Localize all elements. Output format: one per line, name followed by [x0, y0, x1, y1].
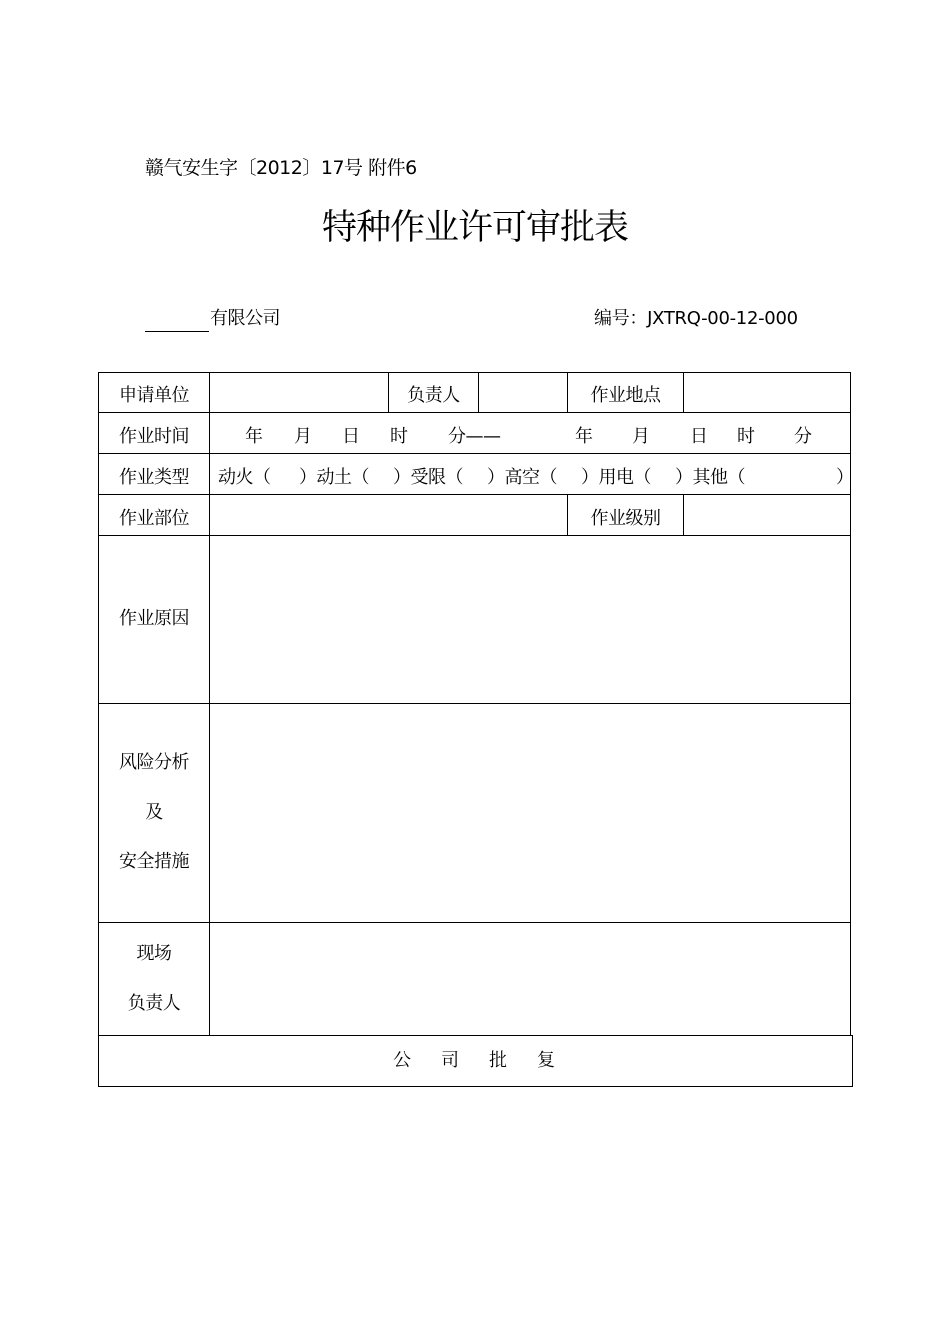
work-part-label: 作业部位 [119, 508, 189, 529]
start-minute-unit: 分—— [448, 426, 501, 447]
table-border [98, 453, 851, 454]
risk-analysis-field[interactable] [210, 704, 850, 922]
work-level-field[interactable] [684, 495, 850, 535]
end-hour-unit: 时 [737, 426, 755, 447]
site-label: 现场 [136, 943, 172, 964]
work-type-option-excavation[interactable]: ）动土（ [299, 467, 369, 488]
work-type-option-height[interactable]: ）高空（ [487, 467, 557, 488]
work-level-label: 作业级别 [590, 508, 661, 529]
table-border [852, 1035, 853, 1087]
work-type-option-hot-work[interactable]: 动火（ [218, 467, 271, 488]
end-minute-unit: 分 [794, 426, 812, 447]
work-type-close-paren: ） [836, 467, 854, 488]
person-in-charge-label: 负责人 [407, 385, 460, 406]
company-name-blank[interactable] [145, 331, 209, 332]
table-border [98, 1086, 853, 1087]
work-type-option-other[interactable]: ）其他（ [675, 467, 745, 488]
start-year-unit: 年 [245, 426, 263, 447]
work-part-field[interactable] [210, 495, 567, 535]
document-title: 特种作业许可审批表 [321, 208, 628, 248]
person-in-charge-field[interactable] [479, 373, 567, 412]
end-month-unit: 月 [632, 426, 650, 447]
work-location-field[interactable] [684, 373, 850, 412]
site-manager-field[interactable] [210, 923, 850, 1035]
applicant-unit-field[interactable] [210, 373, 388, 412]
work-type-option-electrical[interactable]: ）用电（ [581, 467, 651, 488]
company-approval-char: 批 [489, 1050, 507, 1071]
company-approval-char: 公 [393, 1050, 411, 1071]
table-border [98, 412, 851, 413]
work-location-label: 作业地点 [590, 385, 661, 406]
end-year-unit: 年 [575, 426, 593, 447]
company-approval-char: 司 [441, 1050, 459, 1071]
risk-analysis-label: 风险分析 [119, 752, 189, 773]
document-reference: 赣气安生字〔2012〕17号 附件6 [145, 157, 417, 179]
work-type-option-confined-space[interactable]: ）受限（ [393, 467, 463, 488]
work-type-label: 作业类型 [119, 467, 189, 488]
site-manager-label: 负责人 [127, 993, 181, 1014]
work-reason-field[interactable] [210, 536, 850, 703]
applicant-unit-label: 申请单位 [119, 385, 189, 406]
work-reason-label: 作业原因 [119, 608, 189, 629]
start-month-unit: 月 [294, 426, 312, 447]
company-approval-char: 复 [537, 1050, 555, 1071]
work-time-label: 作业时间 [119, 426, 189, 447]
serial-number: 编号：JXTRQ-00-12-000 [594, 308, 798, 329]
start-hour-unit: 时 [390, 426, 408, 447]
safety-measures-label: 安全措施 [119, 851, 189, 872]
end-day-unit: 日 [690, 426, 708, 447]
risk-and-label: 及 [145, 802, 163, 823]
company-suffix: 有限公司 [210, 308, 280, 329]
start-day-unit: 日 [342, 426, 360, 447]
table-border [98, 1035, 853, 1036]
